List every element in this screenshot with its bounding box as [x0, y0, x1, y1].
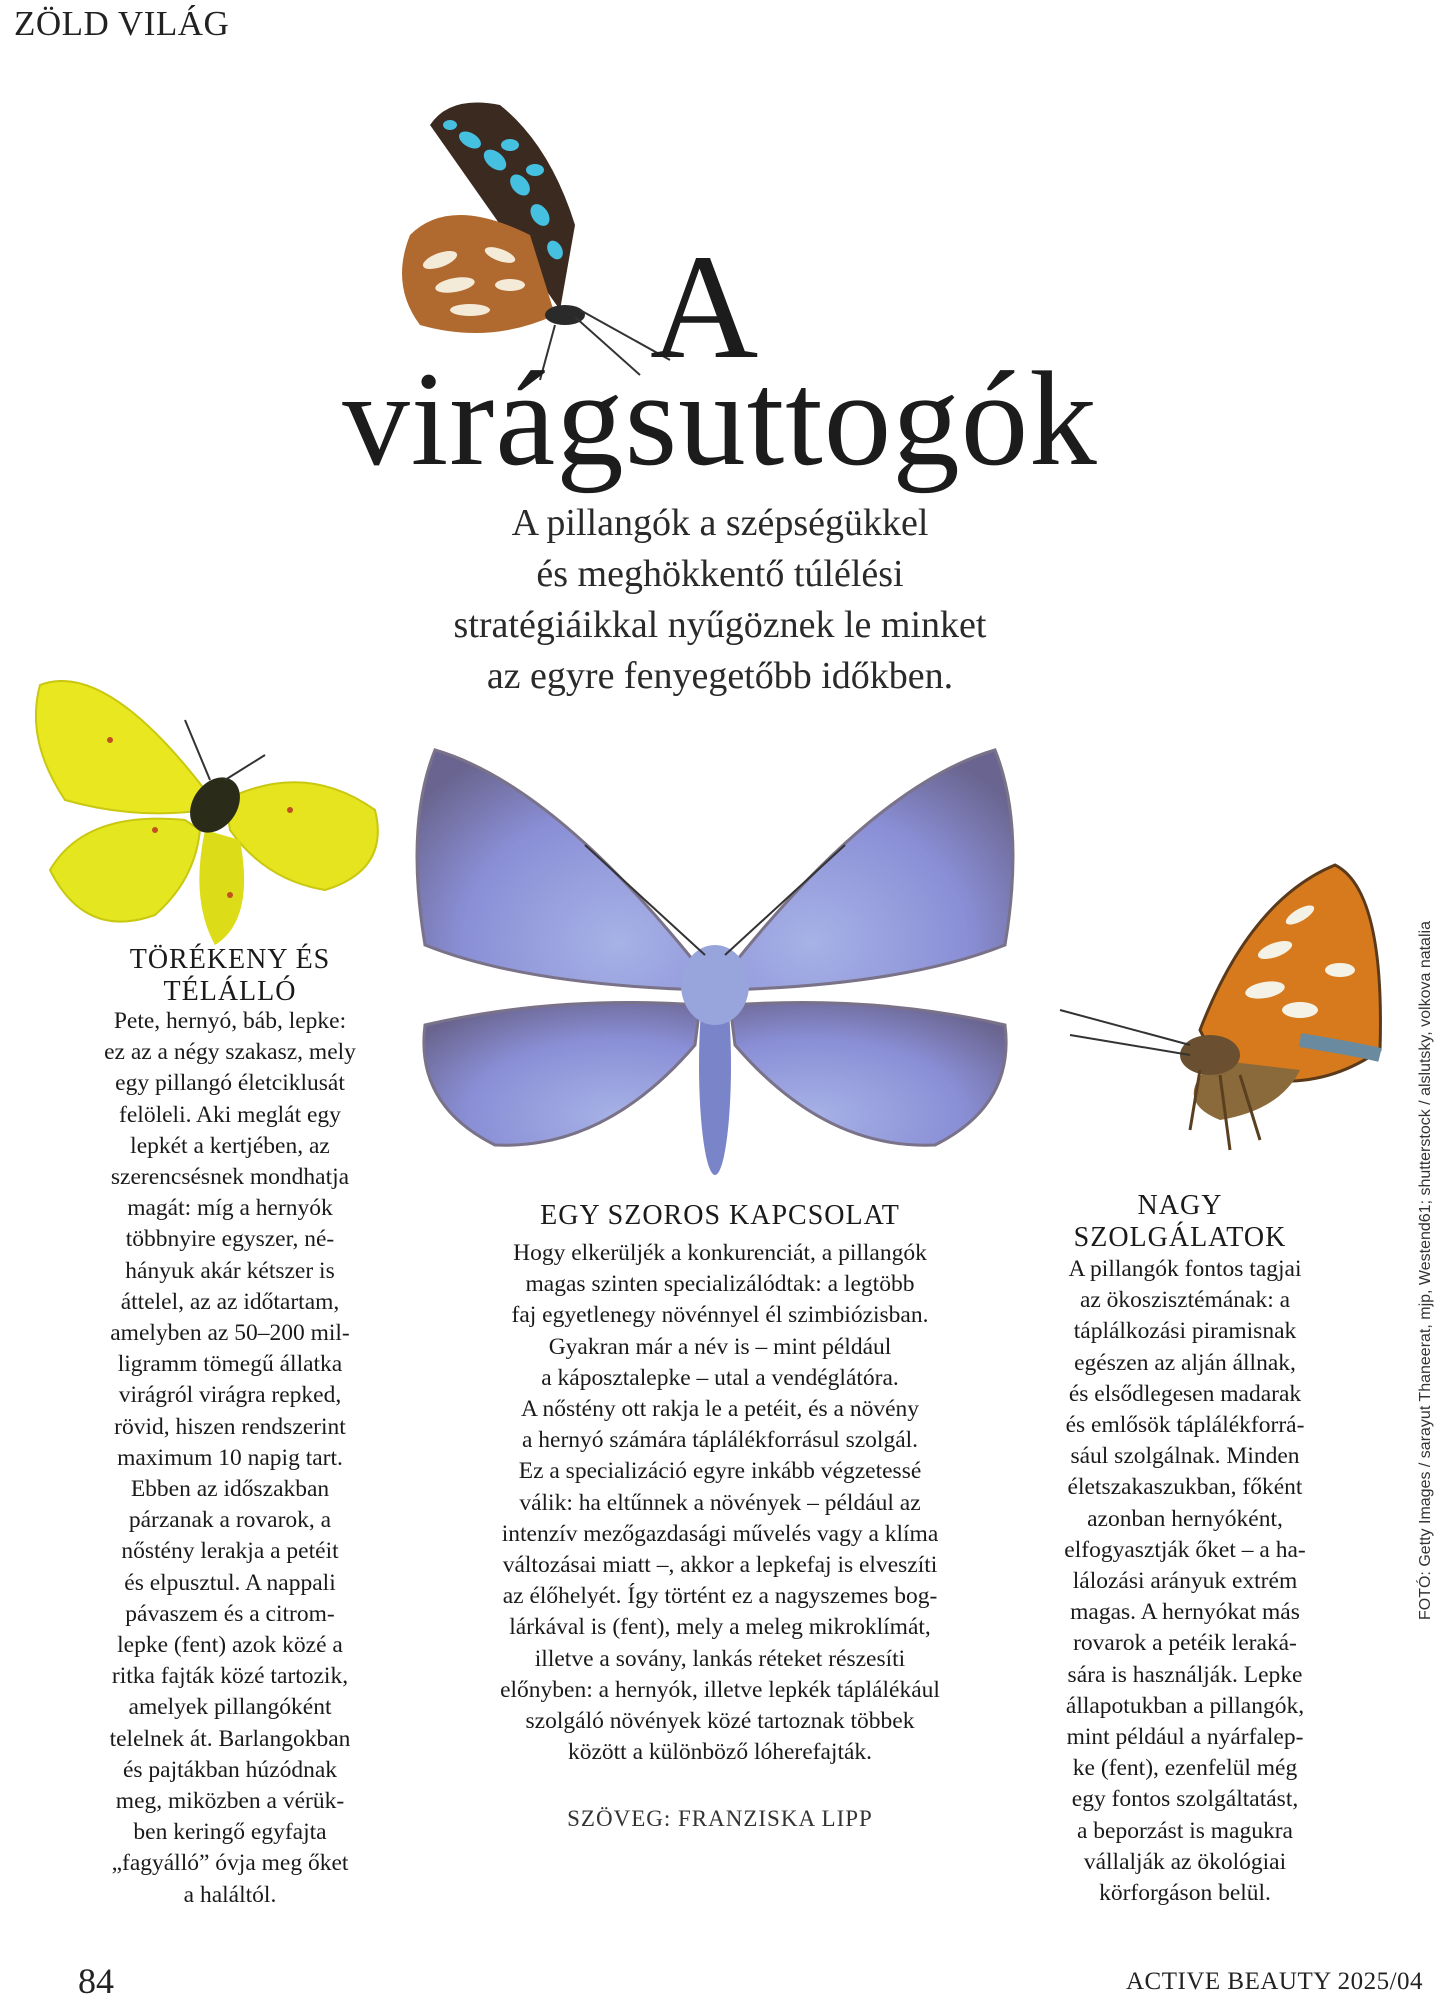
lede-line: az egyre fenyegetőbb időkben. — [486, 655, 954, 697]
body-line: nőstény lerakja a petéit — [121, 1538, 339, 1565]
body-line: az élőhelyét. Így történt ez a nagyszemes bog- — [502, 1583, 938, 1610]
blue-left-forewing — [417, 750, 705, 990]
page-number: 84 — [78, 1961, 114, 2001]
body-line: egészen az alján állnak, — [1074, 1349, 1296, 1376]
body-line: A nőstény ott rakja le a petéit, és a növény — [520, 1396, 920, 1423]
body-line: szerencsésnek mondhatja — [110, 1164, 350, 1191]
body-line: életszakaszukban, főként — [1067, 1474, 1303, 1501]
body-line: A pillangók fontos tagjai — [1068, 1256, 1302, 1282]
column-3-body — [1045, 1254, 1325, 1909]
body-line: faj egyetlenegy növénnyel él szimbiózisban. — [511, 1302, 929, 1329]
body-line: maximum 10 napig tart. — [117, 1444, 343, 1471]
body-line: ben keringő egyfajta — [133, 1819, 327, 1846]
body-line: felöleli. Aki meglát egy — [119, 1101, 341, 1128]
body-line: hányuk akár kétszer is — [125, 1257, 335, 1284]
body-line: párzanak a rovarok, a — [128, 1507, 332, 1534]
brimstone-spot — [287, 807, 293, 813]
brimstone-butterfly-image — [25, 680, 395, 950]
body-line: a beporzást is magukra — [1077, 1817, 1293, 1844]
lede-line: és meghökkentő túlélési — [536, 553, 904, 595]
brimstone-spot — [227, 892, 233, 898]
column-2-body — [440, 1238, 1000, 1768]
body-line: virágról virágra repked, — [118, 1382, 342, 1409]
brimstone-antennae — [185, 720, 265, 780]
body-line: illetve a sovány, lankás réteket részesíti — [534, 1645, 906, 1672]
body-line: ligramm tömegű állatka — [117, 1351, 343, 1378]
body-line: és elsődlegesen madarak — [1068, 1380, 1302, 1407]
body-line: telelnek át. Barlangokban — [109, 1725, 351, 1752]
blue-tiger-body — [545, 305, 585, 325]
body-line: egy pillangó életciklusát — [115, 1070, 345, 1097]
body-line: a káposztalepke – utal a vendéglátóra. — [541, 1364, 899, 1391]
column-3-heading-line: SZOLGÁLATOK — [1073, 1222, 1287, 1253]
body-line: és elpusztul. A nappali — [124, 1569, 336, 1596]
column-2-heading — [470, 1200, 970, 1232]
poplar-admiral-butterfly-image — [1050, 860, 1390, 1160]
section-label: ZÖLD VILÁG — [14, 4, 230, 43]
body-line: az ökoszisztémának: a — [1079, 1287, 1291, 1314]
large-blue-butterfly-image — [405, 745, 1025, 1185]
body-line: táplálkozási piramisnak — [1073, 1318, 1297, 1345]
body-line: rövid, hiszen rendszerint — [114, 1413, 346, 1440]
body-line: magát: míg a hernyók — [127, 1195, 333, 1222]
body-line: vállalják az ökológiai — [1083, 1848, 1287, 1875]
body-line: meg, miközben a vérük- — [115, 1788, 345, 1815]
brimstone-spot — [107, 737, 113, 743]
blue-tiger-butterfly-image — [390, 85, 680, 385]
author-credit: SZÖVEG: FRANZISKA LIPP — [567, 1806, 873, 1831]
body-line: elfogyasztják őket – a ha- — [1064, 1536, 1306, 1563]
magazine-issue: ACTIVE BEAUTY 2025/04 — [1126, 1968, 1424, 1995]
body-line: a haláltól. — [183, 1881, 277, 1908]
blue-right-forewing — [725, 750, 1013, 990]
body-line: Gyakran már a név is – mint például — [548, 1333, 892, 1360]
body-line: lálozási arányuk extrém — [1072, 1568, 1298, 1595]
body-line: pávaszem és a citrom- — [125, 1600, 335, 1627]
body-line: előnyben: a hernyók, illetve lepkék táplálékául — [500, 1676, 940, 1703]
body-line: sára is használják. Lepke — [1067, 1661, 1303, 1688]
column-1-heading-line: TÉLÁLLÓ — [163, 976, 297, 1007]
body-line: Hogy elkerüljék a konkurenciát, a pillangók — [513, 1240, 927, 1266]
body-line: Ez a specializáció egyre inkább végzetessé — [518, 1458, 922, 1485]
body-line: egy fontos szolgáltatást, — [1071, 1786, 1299, 1813]
blue-left-hindwing — [424, 1003, 700, 1146]
body-line: amelyben az 50–200 mil- — [110, 1320, 350, 1347]
title-line-2: virágsuttogók — [342, 345, 1098, 494]
body-line: áttelel, az az időtartam, — [120, 1288, 340, 1315]
body-line: rovarok a petéik leraká- — [1073, 1630, 1297, 1657]
body-line: és emlősök táplálékforrá- — [1065, 1412, 1305, 1439]
body-line: között a különböző lóherefajták. — [567, 1739, 873, 1766]
blue-right-hindwing — [730, 1003, 1006, 1146]
brimstone-left-hindwing — [50, 819, 200, 922]
body-line: körforgáson belül. — [1099, 1880, 1271, 1907]
body-line: változásai miatt –, akkor a lepkefaj is elveszíti — [502, 1552, 938, 1579]
column-3-heading — [1040, 1190, 1320, 1254]
lede-line: A pillangók a szépségükkel — [511, 502, 929, 544]
body-line: állapotukban a pillangók, — [1065, 1692, 1305, 1719]
body-line: lárkával is (fent), mely a meleg mikroklímát, — [509, 1614, 931, 1641]
blue-thorax — [681, 945, 749, 1025]
body-line: többnyire egyszer, né- — [125, 1226, 335, 1253]
brimstone-spot — [152, 827, 158, 833]
body-line: a hernyó számára táplálékforrásul szolgál. — [521, 1427, 919, 1454]
body-line: lepke (fent) azok közé a — [117, 1632, 343, 1659]
title-line-1: A — [650, 224, 759, 390]
body-line: lepkét a kertjében, az — [130, 1132, 330, 1159]
column-3-heading-line: NAGY — [1137, 1190, 1223, 1221]
lede — [380, 498, 1060, 702]
body-line: Pete, hernyó, báb, lepke: — [113, 1008, 347, 1034]
column-2-heading-line: EGY SZOROS KAPCSOLAT — [540, 1200, 900, 1231]
body-line: „fagyálló” óvja meg őket — [111, 1850, 349, 1877]
admiral-antennae — [1060, 1010, 1190, 1055]
body-line: válik: ha eltűnnek a növények – például az — [519, 1489, 921, 1516]
photo-credit: FOTÓ: Getty Images / sarayut Thaneerat, mjp, Westend61; shutterstock / alslutsky, volkova natalia — [1417, 921, 1434, 1620]
body-line: és pajtákban húzódnak — [122, 1756, 338, 1783]
body-line: ke (fent), ezenfelül még — [1072, 1755, 1298, 1782]
body-line: ez az a négy szakasz, mely — [104, 1039, 356, 1066]
body-line: mint például a nyárfalep- — [1066, 1724, 1304, 1751]
column-1-body — [60, 1006, 400, 1911]
body-line: szolgáló növények közé tartoznak többek — [525, 1708, 915, 1735]
brimstone-right-wing — [225, 782, 378, 890]
column-1-heading — [80, 944, 380, 1008]
body-line: amelyek pillangóként — [128, 1694, 332, 1721]
brimstone-left-forewing — [36, 681, 205, 813]
body-line: sául szolgálnak. Minden — [1070, 1443, 1300, 1470]
body-line: magas szinten specializálódtak: a legtöbb — [525, 1271, 915, 1298]
column-1-heading-line: TÖRÉKENY ÉS — [129, 944, 331, 975]
brimstone-lower-wing — [199, 830, 244, 945]
lede-line: stratégiáikkal nyűgöznek le minket — [453, 604, 987, 646]
body-line: ritka fajták közé tartozik, — [111, 1663, 349, 1690]
body-line: intenzív mezőgazdasági művelés vagy a klíma — [501, 1520, 939, 1547]
body-line: azonban hernyóként, — [1087, 1505, 1283, 1532]
body-line: Ebben az időszakban — [130, 1476, 330, 1503]
body-line: magas. A hernyókat más — [1070, 1599, 1300, 1626]
